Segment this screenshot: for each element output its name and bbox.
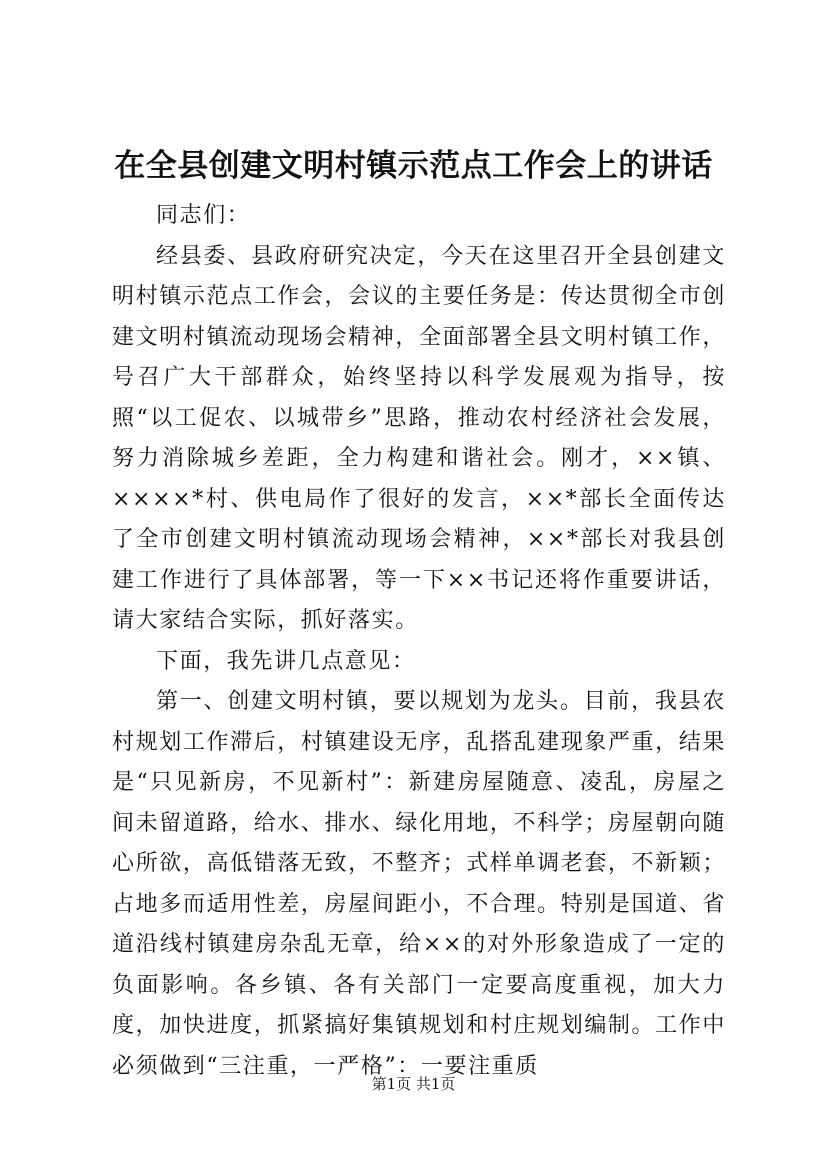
page-footer: 第1页 共1页	[371, 1075, 456, 1093]
salutation: 同志们：	[156, 203, 251, 228]
document-body	[112, 196, 726, 1087]
paragraph-intro: 经县委、县政府研究决定，今天在这里召开全县创建文明村镇示范点工作会，会议的主要任务是：传达贯彻全市创建文明村镇流动现场会精神，全面部署全县文明村镇工作，号召广大干部群众，始终坚持以科学发展观为指导，按照“以工促农、以城带乡”思路，推动农村经济社会发展，努力消除城乡差距，全力构建和谐社会。刚才，××镇、××××*村、供电局作了很好的发言，××*部长全面传达了全市创建文明村镇流动现场会精神，××*部长对我县创建工作进行了具体部署，等一下××书记还将作重要讲话，请大家结合实际，抓好落实。	[112, 243, 726, 633]
document-title: 在全县创建文明村镇示范点工作会上的讲话	[114, 148, 713, 184]
paragraph-transition: 下面，我先讲几点意见：	[156, 648, 416, 674]
paragraph-point-one: 第一、创建文明村镇，要以规划为龙头。目前，我县农村规划工作滞后，村镇建设无序，乱搭乱建现象严重，结果是“只见新房，不见新村”：新建房屋随意、凌乱，房屋之间未留道路，给水、排水、绿化用地，不科学；房屋朝向随心所欲，高低错落无致，不整齐；式样单调老套，不新颖；占地多而适用性差，房屋间距小，不合理。特别是国道、省道沿线村镇建房杂乱无章，给××的对外形象造成了一定的负面影响。各乡镇、各有关部门一定要高度重视，加大力度，加快进度，抓紧搞好集镇规划和村庄规划编制。工作中必须做到“三注重，一严格”：一要注重质	[112, 689, 726, 1079]
